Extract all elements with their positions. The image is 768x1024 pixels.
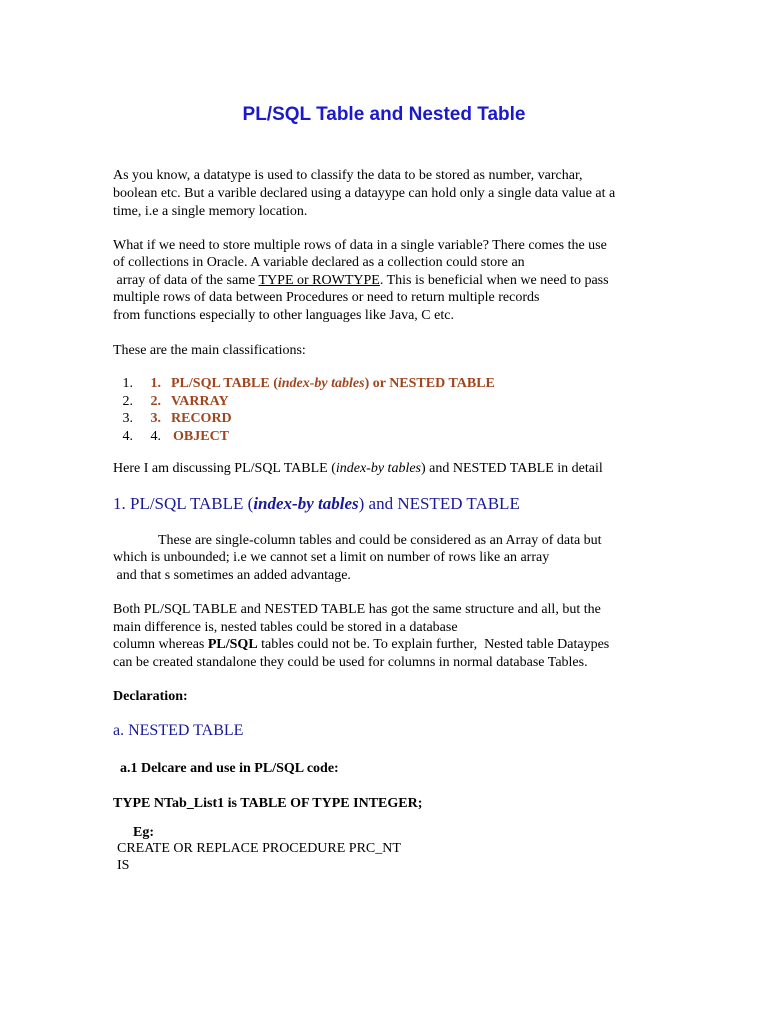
list-item-label-a: PL/SQL TABLE ( [171,376,278,391]
collections-line-1: What if we need to store multiple rows of data in a single variable? There comes the use [113,238,607,253]
list-item [113,410,232,428]
collections-line-3-post: . This is beneficial when we need to pass [379,273,609,288]
discuss-italic: index-by tables [335,461,421,476]
type-declaration: TYPE NTab_List1 is TABLE OF TYPE INTEGER; [113,796,423,811]
list-item-label: VARRAY [171,394,229,409]
list-item-outer-number: 2. [122,394,133,409]
section1-para2-line-3-bold: PL/SQL [207,637,258,652]
section1-para1-line-2: which is unbounded; i.e we cannot set a limit on number of rows like an array [113,550,550,565]
list-item [113,393,229,411]
list-item-inner-number: 2. [150,394,161,409]
list-item [113,428,229,446]
list-item-inner-number: 1. [150,376,161,391]
section1-para1-line-1: These are single-column tables and could be considered as an Array of data but [158,533,602,548]
list-item-inner-number: 3. [150,411,161,426]
code-line-1: CREATE OR REPLACE PROCEDURE PRC_NT [117,841,401,856]
section-heading-a1: a.1 Delcare and use in PL/SQL code: [120,761,339,776]
collections-line-4: multiple rows of data between Procedures or need to return multiple records [113,290,540,305]
example-label: Eg: [133,825,154,840]
section-heading-1 [113,495,520,513]
section1-para2-line-4: can be created standalone they could be used for columns in normal database Tables. [113,655,588,670]
list-item-label: OBJECT [173,429,230,444]
intro-line-3: time, i.e a single memory location. [113,204,308,219]
list-item-inner-number: 4. [150,429,161,444]
type-rowtype-link[interactable]: TYPE or ROWTYPE [258,273,380,288]
list-item-label: RECORD [171,411,232,426]
intro-line-1: As you know, a datatype is used to classify the data to be stored as number, varchar, [113,168,583,183]
section-heading-1-italic: index-by tables [253,494,359,513]
list-item-outer-number: 1. [122,376,133,391]
code-line-2: IS [117,858,130,873]
section-heading-1-post: ) and NESTED TABLE [358,494,520,513]
section1-para2-line-2: main difference is, nested tables could be stored in a database [113,620,458,635]
section1-para1-line-3: and that s sometimes an added advantage. [113,568,351,583]
list-item-label [171,376,495,391]
section-heading-1-pre: 1. PL/SQL TABLE ( [113,494,254,513]
list-item [113,375,495,393]
collections-line-3-pre: array of data of the same [113,273,259,288]
collections-line-3 [113,272,609,290]
section1-para2-line-1: Both PL/SQL TABLE and NESTED TABLE has got the same structure and all, but the [113,602,601,617]
collections-line-5: from functions especially to other languages like Java, C etc. [113,308,454,323]
page-title: PL/SQL Table and Nested Table [242,104,526,125]
section-heading-a: a. NESTED TABLE [113,722,244,739]
discuss-pre: Here I am discussing PL/SQL TABLE ( [113,461,336,476]
discuss-line [113,460,603,478]
list-item-label-italic: index-by tables [277,376,365,391]
intro-line-2: boolean etc. But a varible declared using a datayype can hold only a single data value at a [113,186,616,201]
classifications-intro: These are the main classifications: [113,343,306,358]
list-item-label-b: ) or NESTED TABLE [364,376,495,391]
collections-line-2: of collections in Oracle. A variable declared as a collection could store an [113,255,525,270]
section1-para2-line-3-pre: column whereas [113,637,208,652]
declaration-heading: Declaration: [113,689,188,704]
section1-para2-line-3-post: tables could not be. To explain further, Nested table Dataypes [257,637,610,652]
list-item-outer-number: 4. [122,429,133,444]
list-item-outer-number: 3. [122,411,133,426]
section1-para2-line-3 [113,636,609,654]
discuss-post: ) and NESTED TABLE in detail [421,461,603,476]
